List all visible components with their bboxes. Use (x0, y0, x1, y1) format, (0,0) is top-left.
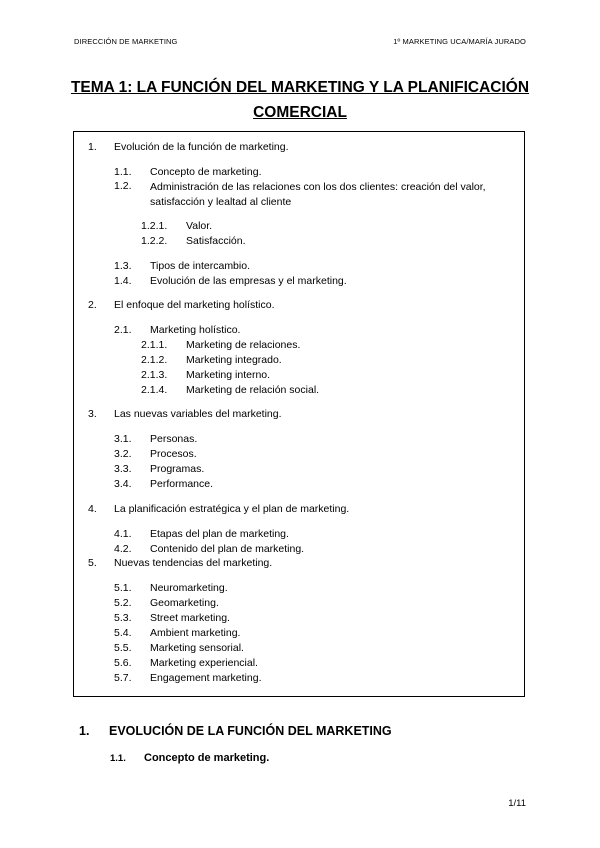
toc-item-text: Tipos de intercambio. (150, 260, 250, 272)
section-number: 1. (79, 724, 90, 738)
toc-item-number: 1.4. (114, 275, 132, 287)
toc-item-text: Geomarketing. (150, 597, 219, 609)
toc-item-text: Satisfacción. (186, 235, 246, 247)
table-of-contents (73, 131, 525, 697)
toc-item-text: Nuevas tendencias del marketing. (114, 557, 273, 569)
toc-item-number: 1. (88, 141, 97, 153)
toc-item-number: 5.5. (114, 642, 132, 654)
toc-item-number: 1.2.1. (141, 220, 168, 232)
toc-item-text: Evolución de las empresas y el marketing. (150, 275, 347, 287)
toc-item-text: Marketing integrado. (186, 354, 282, 366)
toc-item-text: Programas. (150, 463, 205, 475)
subsection-title: Concepto de marketing. (144, 752, 270, 764)
toc-item-number: 5.7. (114, 672, 132, 684)
toc-item-text: Marketing experiencial. (150, 657, 258, 669)
toc-item-number: 2.1.1. (141, 339, 168, 351)
toc-item-number: 4. (88, 503, 97, 515)
toc-item-number: 5.2. (114, 597, 132, 609)
toc-item-text: Marketing interno. (186, 369, 271, 381)
toc-item-text: La planificación estratégica y el plan de marketing. (114, 503, 350, 515)
toc-item-number: 3.1. (114, 433, 132, 445)
toc-item-text: Valor. (186, 220, 213, 232)
section-title: EVOLUCIÓN DE LA FUNCIÓN DEL MARKETING (109, 724, 392, 738)
toc-item-number: 5.6. (114, 657, 132, 669)
toc-item-number: 1.2. (114, 180, 132, 192)
toc-item-text: Evolución de la función de marketing. (114, 141, 289, 153)
toc-item-number: 4.2. (114, 543, 132, 555)
toc-item-number: 3.4. (114, 478, 132, 490)
toc-item-number: 5.3. (114, 612, 132, 624)
subsection-number: 1.1. (110, 753, 126, 764)
toc-item-text: Personas. (150, 433, 198, 445)
toc-item-number: 5.1. (114, 582, 132, 594)
header-author: 1º MARKETING UCA/MARÍA JURADO (393, 37, 526, 46)
page-number: 1/11 (508, 798, 526, 809)
toc-item-number: 2.1. (114, 324, 132, 336)
toc-item-text: El enfoque del marketing holístico. (114, 299, 275, 311)
toc-item-text: Concepto de marketing. (150, 166, 262, 178)
toc-item-text: Engagement marketing. (150, 672, 262, 684)
toc-item-text: Marketing de relación social. (186, 384, 320, 396)
toc-item-number: 1.2.2. (141, 235, 168, 247)
toc-item-text: Procesos. (150, 448, 197, 460)
toc-item-number: 2.1.3. (141, 369, 168, 381)
toc-item-text: Street marketing. (150, 612, 230, 624)
toc-item-text: Administración de las relaciones con los dos clientes: creación del valor, satisfacción y lealtad al cliente (150, 181, 486, 208)
toc-item-text: Las nuevas variables del marketing. (114, 408, 282, 420)
title-line-1: TEMA 1: LA FUNCIÓN DEL MARKETING Y LA PLANIFICACIÓN (70, 79, 530, 96)
toc-item-text: Marketing de relaciones. (186, 339, 301, 351)
toc-item-number: 2. (88, 299, 97, 311)
toc-item-text: Marketing holístico. (150, 324, 241, 336)
toc-item-number: 1.3. (114, 260, 132, 272)
toc-item-text: Marketing sensorial. (150, 642, 244, 654)
toc-item-number: 3. (88, 408, 97, 420)
header-course: DIRECCIÓN DE MARKETING (74, 37, 178, 46)
toc-item-number: 1.1. (114, 166, 132, 178)
toc-item-number: 2.1.2. (141, 354, 168, 366)
toc-item-text: Contenido del plan de marketing. (150, 543, 305, 555)
toc-item-text: Ambient marketing. (150, 627, 241, 639)
document-title (60, 75, 540, 125)
toc-item-text: Performance. (150, 478, 214, 490)
toc-item-number: 2.1.4. (141, 384, 168, 396)
toc-item-number: 5. (88, 557, 97, 569)
toc-item-number: 4.1. (114, 528, 132, 540)
toc-item-text: Etapas del plan de marketing. (150, 528, 289, 540)
toc-item-number: 3.3. (114, 463, 132, 475)
toc-item-number: 3.2. (114, 448, 132, 460)
toc-item-number: 5.4. (114, 627, 132, 639)
toc-item-text: Neuromarketing. (150, 582, 228, 594)
title-line-2: COMERCIAL (253, 104, 347, 121)
